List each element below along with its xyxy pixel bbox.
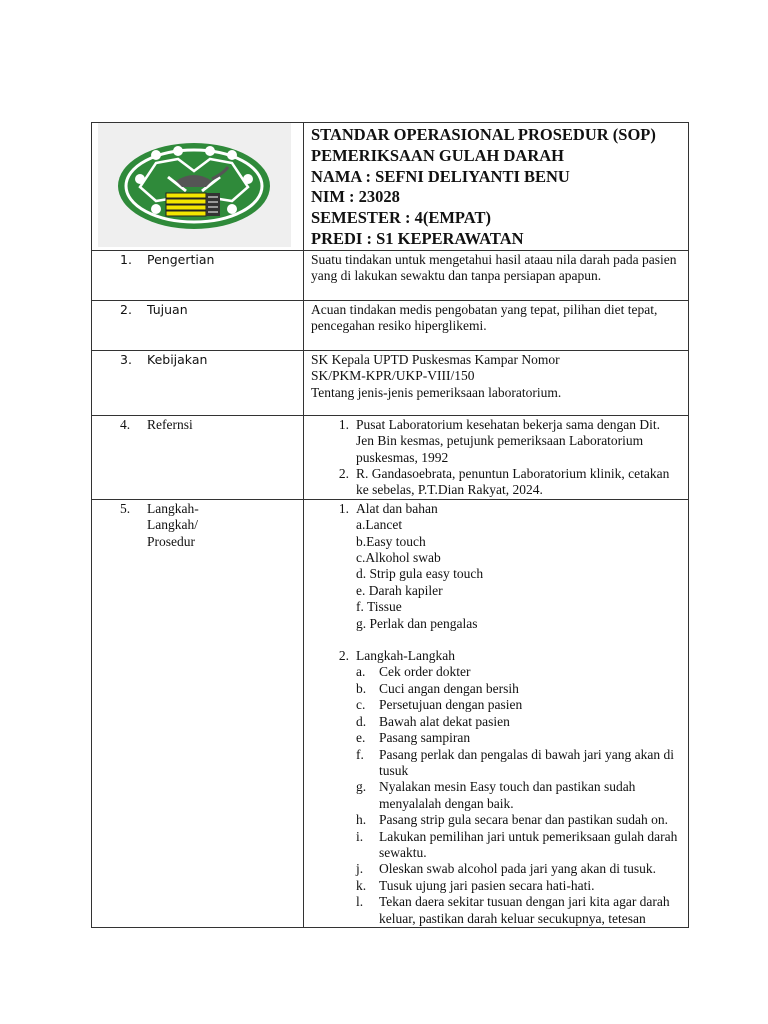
- step-item: [356, 747, 680, 780]
- list-number: 1.: [338, 500, 349, 516]
- alat-title: Alat dan bahan: [356, 500, 438, 516]
- step-item: [356, 829, 680, 862]
- list-item: [311, 417, 680, 466]
- list-item: [311, 466, 680, 499]
- row-langkah: [92, 499, 689, 927]
- alat-item: f. Tissue: [356, 599, 402, 615]
- sop-title: STANDAR OPERASIONAL PROSEDUR (SOP): [311, 125, 656, 144]
- student-name: NAMA : SEFNI DELIYANTI BENU: [311, 166, 570, 186]
- reference-list: [311, 417, 680, 499]
- step-text: Pasang sampiran: [379, 730, 471, 746]
- row-tujuan: [92, 300, 689, 350]
- step-item: [356, 697, 680, 713]
- alat-item: c.Alkohol swab: [356, 550, 441, 566]
- alat-item: g. Perlak dan pengalas: [356, 615, 478, 631]
- pengertian-text: Suatu tindakan untuk mengetahui hasil ataau nila darah pada pasien yang di lakukan sewaktu dan tanpa persiapan apapun.: [311, 251, 677, 284]
- step-letter: l.: [356, 894, 364, 910]
- content-cell: [304, 499, 689, 927]
- kebijakan-line: Tentang jenis-jenis pemeriksaan laboratorium.: [311, 384, 562, 400]
- step-item: [356, 779, 680, 812]
- step-item: [356, 664, 680, 680]
- step-text: Tekan daera sekitar tusuan dengan jari kita agar darah keluar, pastikan darah keluar secukupnya, tetesan: [379, 894, 670, 926]
- step-item: [356, 878, 680, 894]
- step-letter: a.: [356, 664, 366, 680]
- kebijakan-line: SK Kepala UPTD Puskesmas Kampar Nomor: [311, 351, 560, 367]
- alat-item: e. Darah kapiler: [356, 582, 443, 598]
- step-text: Cuci angan dengan bersih: [379, 680, 519, 696]
- step-item: [356, 812, 680, 828]
- reference-text: Pusat Laboratorium kesehatan bekerja sama dengan Dit. Jen Bin kesmas, petujunk pemeriksaan Laboratorium puskesmas, 1992: [356, 416, 661, 465]
- header-title-cell: [304, 123, 689, 251]
- alat-item: d. Strip gula easy touch: [356, 566, 484, 582]
- content-cell: [304, 250, 689, 300]
- list-number: 1.: [338, 416, 349, 432]
- step-letter: d.: [356, 713, 367, 729]
- step-text: Tusuk ujung jari pasien secara hati-hati.: [379, 877, 595, 893]
- kebijakan-line: SK/PKM-KPR/UKP-VIII/150: [311, 368, 475, 384]
- list-number: 2.: [338, 466, 349, 481]
- step-item: [356, 861, 680, 877]
- steps-title: Langkah-Langkah: [356, 648, 455, 664]
- logo-image: [98, 123, 291, 247]
- alat-item: b.Easy touch: [356, 533, 426, 549]
- student-program: PREDI : S1 KEPERAWATAN: [311, 228, 524, 248]
- label-cell: [92, 499, 304, 927]
- step-text: Persetujuan dengan pasien: [379, 697, 523, 713]
- step-letter: h.: [356, 812, 367, 828]
- step-letter: c.: [356, 697, 366, 713]
- step-text: Bawah alat dekat pasien: [379, 713, 510, 729]
- step-item: [356, 894, 680, 927]
- list-number: 2.: [338, 648, 349, 664]
- step-letter: j.: [356, 861, 364, 877]
- step-letter: f.: [356, 746, 364, 762]
- row-referensi: [92, 415, 689, 499]
- step-letter: b.: [356, 680, 367, 696]
- row-label: Langkah- Langkah/ Prosedur: [147, 500, 199, 549]
- spacer: [311, 632, 680, 648]
- row-number: 2.: [120, 301, 132, 317]
- content-cell: [304, 350, 689, 415]
- content-cell: [304, 300, 689, 350]
- header-row: [92, 123, 689, 251]
- tujuan-text: Acuan tindakan medis pengobatan yang tepat, pilihan diet tepat, pencegahan resiko hiperglikemi.: [311, 301, 658, 334]
- step-text: Lakukan pemilihan jari untuk pemeriksaan gulah darah sewaktu.: [379, 828, 678, 860]
- row-label: Tujuan: [147, 301, 188, 317]
- row-kebijakan: [92, 350, 689, 415]
- row-number: 3.: [120, 351, 132, 367]
- label-cell: [92, 250, 304, 300]
- list-item: [311, 648, 680, 927]
- reference-text: R. Gandasoebrata, penuntun Laboratorium klinik, cetakan ke sebelas, P.T.Dian Rakyat, 2024.: [356, 466, 670, 498]
- row-pengertian: [92, 250, 689, 300]
- step-item: [356, 730, 680, 746]
- content-cell: [304, 415, 689, 499]
- step-item: [356, 714, 680, 730]
- step-text: Nyalakan mesin Easy touch dan pastikan sudah menyalalah dengan baik.: [379, 779, 636, 811]
- steps-list: [356, 664, 680, 927]
- label-cell: [92, 300, 304, 350]
- row-number: 1.: [120, 251, 132, 267]
- step-letter: e.: [356, 730, 366, 746]
- row-label: Pengertian: [147, 251, 215, 267]
- student-nim: NIM : 23028: [311, 187, 400, 207]
- alat-item: a.Lancet: [356, 517, 403, 533]
- row-number: 4.: [120, 416, 131, 432]
- step-item: [356, 681, 680, 697]
- step-text: Oleskan swab alcohol pada jari yang akan di tusuk.: [379, 861, 657, 877]
- row-label: Refernsi: [147, 416, 193, 432]
- logo-cell: [92, 123, 304, 251]
- step-text: Pasang strip gula secara benar dan pastikan sudah on.: [379, 812, 669, 828]
- step-text: Cek order dokter: [379, 664, 471, 680]
- step-letter: k.: [356, 877, 367, 893]
- sop-table: [91, 122, 689, 928]
- institution-logo-icon: [116, 141, 272, 231]
- student-semester: SEMESTER : 4(EMPAT): [311, 208, 491, 228]
- row-label: Kebijakan: [147, 351, 208, 367]
- label-cell: [92, 350, 304, 415]
- sop-subtitle: PEMERIKSAAN GULAH DARAH: [311, 145, 565, 165]
- label-cell: [92, 415, 304, 499]
- step-text: Pasang perlak dan pengalas di bawah jari yang akan di tusuk: [379, 746, 675, 778]
- step-letter: i.: [356, 828, 364, 844]
- row-number: 5.: [120, 500, 131, 516]
- step-letter: g.: [356, 779, 367, 795]
- list-item: [311, 501, 680, 632]
